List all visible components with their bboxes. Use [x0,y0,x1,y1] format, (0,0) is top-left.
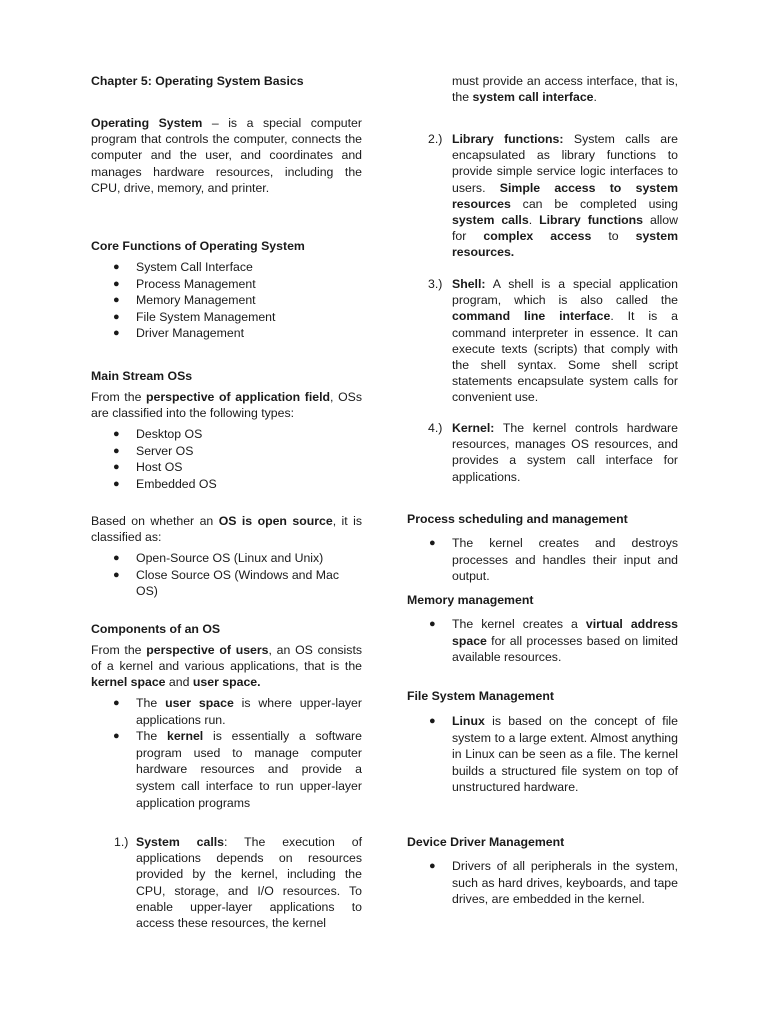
os-types-list [91,426,362,492]
filesystem-list [407,713,678,796]
list-item: ● The kernel creates a virtual address space for all processes based on limited available resources. [429,617,679,665]
list-item: ● File System Management [113,309,276,324]
os-definition [91,115,362,196]
driver-heading: Device Driver Management [407,835,565,849]
list-item: ● Desktop OS [113,427,203,441]
numbered-item-4: 4.) Kernel: The kernel controls hardware resources, manages OS resources, and provides a system call interface for applications. [428,421,678,484]
bullet-icon: ● [429,715,436,727]
list-item: ● Close Source OS (Windows and Mac OS) [113,567,339,599]
open-source-intro: Based on whether an OS is open source, it is classified as: [91,514,363,545]
list-item: ● Host OS [113,460,183,475]
bullet-icon: ● [113,461,120,474]
system-call-continued: must provide an access interface, that is, the system call interface. [452,74,678,105]
list-item: ● Memory Management [113,293,256,308]
bullet-icon: ● [113,277,120,290]
list-item: ● Drivers of all peripherals in the system, such as hard drives, keyboards, and tape drives, are embedded in the kernel. [429,859,678,907]
components-intro: From the perspective of users, an OS consists of a kernel and various applications, that is the kernel space and user space. [91,643,363,690]
components-list [91,695,362,811]
bullet-icon: ● [113,477,120,490]
mainstream-intro: From the perspective of application field, OSs are classified into the following types: [91,390,362,421]
item-number: 4.) [428,421,443,435]
list-item: ● Server OS [113,443,194,458]
bullet-icon: ● [113,552,120,564]
mainstream-heading: Main Stream OSs [91,369,193,383]
item-number: 3.) [428,277,443,291]
os-term: Operating System [91,116,203,130]
numbered-item-1: 1.) System calls: The execution of applications depends on resources provided by the kernel, including the CPU, storage, and I/O resources. To enable upper-layer applications to access these resources, the kernel [114,835,363,931]
core-functions-list [91,259,362,342]
list-item: ● The user space is where upper-layer applications run. [113,696,362,727]
list-item: ● Driver Management [113,326,244,341]
bullet-icon: ● [113,697,120,709]
numbered-item-3: 3.) Shell: A shell is a special application program, which is also called the command line interface. It is a command interpreter in essence. It can execute texts (scripts) that comply with the shell syntax. Some shell script statements encapsulate system calls for convenient use. [428,277,678,405]
bullet-icon: ● [113,327,120,340]
list-item: ● System Call Interface [113,260,253,274]
memory-heading: Memory management [407,593,534,607]
list-item: ● Open-Source OS (Linux and Unix) [113,551,324,565]
driver-list [407,858,678,908]
list-item: ● Embedded OS [113,476,217,491]
open-source-list [91,550,362,600]
os-definition-text: – is a special computer program that controls the computer, connects the computer and the user, and coordinates and manages hardware resources, including the CPU, drive, memory, and printer. [91,116,362,195]
bullet-icon: ● [113,294,120,307]
list-item: ● Linux is based on the concept of file system to a large extent. Almost anything in Linux can be seen as a file. The kernel builds a structured file system on top of unstructured hardware. [429,714,678,795]
bullet-icon: ● [113,310,120,323]
process-heading: Process scheduling and management [407,512,628,526]
list-item: ● The kernel is essentially a software program used to manage computer hardware resources and provide a system call interface to run upper-layer application programs [113,729,362,810]
list-item: ● Process Management [113,276,256,291]
item-number: 1.) [114,835,129,849]
numbered-item-2: 2.) Library functions: System calls are encapsulated as library functions to provide simple service logic interfaces to users. Simple access to system resources can be completed using system calls. Library functions allow for complex access to system resources. [428,132,679,260]
bullet-icon: ● [113,428,120,440]
list-item: ● The kernel creates and destroys processes and handles their input and output. [429,536,678,584]
filesystem-heading: File System Management [407,689,554,703]
bullet-icon: ● [113,444,120,457]
process-list [407,535,678,585]
bullet-icon: ● [113,568,120,581]
bullet-icon: ● [113,730,120,743]
item-number: 2.) [428,132,443,146]
components-heading: Components of an OS [91,622,221,636]
memory-list [407,616,678,666]
bullet-icon: ● [113,261,120,273]
bullet-icon: ● [429,537,436,549]
bullet-icon: ● [429,860,436,872]
core-functions-heading: Core Functions of Operating System [91,239,305,253]
bullet-icon: ● [429,618,436,630]
chapter-title: Chapter 5: Operating System Basics [91,74,304,88]
